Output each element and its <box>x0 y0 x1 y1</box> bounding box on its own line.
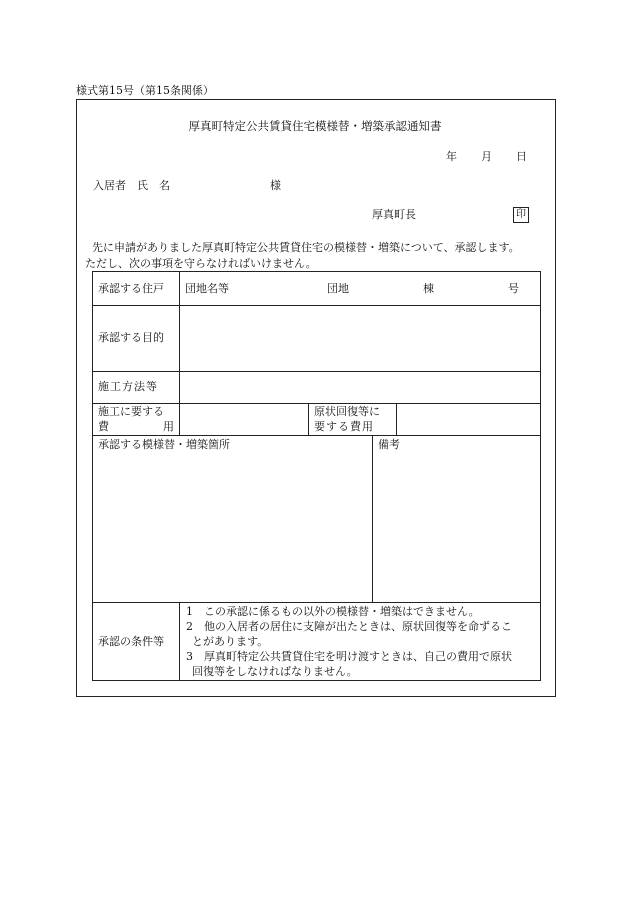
table-rule-4 <box>92 435 541 436</box>
notice-line-2: ただし、次の事項を守らなければいけません。 <box>85 257 317 270</box>
conditions-label: 承認の条件等 <box>98 635 164 648</box>
date-year: 年 <box>446 150 457 163</box>
condition-line: とがあります。 <box>192 635 269 648</box>
condition-line: 2 他の入居者の居住に支障が出たときは、原状回復等を命ずるこ <box>186 620 512 633</box>
table-rule-1 <box>92 305 541 306</box>
complex-name-label: 団地名等 <box>185 282 229 295</box>
restore-label-line1: 原状回復等に <box>314 405 380 418</box>
mayor-title: 厚真町長 <box>372 208 416 221</box>
resident-name-label: 入居者 氏 名 <box>93 179 170 192</box>
danchi-label: 団地 <box>327 282 349 295</box>
purpose-label: 承認する目的 <box>98 331 164 344</box>
form-number-label: 様式第15号（第15条関係） <box>76 84 214 97</box>
table-label-divider-conditions <box>179 602 180 681</box>
restore-label-line2: 要する費用 <box>314 420 374 433</box>
condition-line: 3 厚真町特定公共賃貸住宅を明け渡すときは、自己の費用で原状 <box>186 650 512 663</box>
cost-divider <box>308 403 309 436</box>
table-rule-3 <box>92 403 541 404</box>
condition-line: 回復等をしなければなりません。 <box>192 665 358 678</box>
table-label-divider <box>179 271 180 436</box>
date-day: 日 <box>516 150 527 163</box>
date-month: 月 <box>481 150 492 163</box>
address-label: 承認する住戸 <box>98 282 164 295</box>
location-label: 承認する模様替・増築箇所 <box>98 438 230 451</box>
document-title: 厚真町特定公共賃貸住宅模様替・増築承認通知書 <box>188 119 442 133</box>
cost-label-line2a: 費 <box>98 420 109 433</box>
condition-line: 1 この承認に係るもの以外の模様替・増築はできません。 <box>186 605 480 618</box>
cost-label-line2b: 用 <box>163 420 174 433</box>
remarks-divider <box>372 435 373 603</box>
unit-number-label: 号 <box>508 282 519 295</box>
building-label: 棟 <box>423 282 434 295</box>
seal-mark: 印 <box>513 207 529 223</box>
table-rule-2 <box>92 371 541 372</box>
method-label: 施工方法等 <box>98 380 158 393</box>
remarks-label: 備考 <box>378 438 400 451</box>
table-rule-5 <box>92 602 541 603</box>
restore-divider <box>396 403 397 436</box>
notice-line-1: 先に申請がありました厚真町特定公共賃貸住宅の模様替・増築について、承認します。 <box>92 241 520 254</box>
cost-label-line1: 施工に要する <box>98 405 164 418</box>
resident-honorific: 様 <box>270 179 281 192</box>
